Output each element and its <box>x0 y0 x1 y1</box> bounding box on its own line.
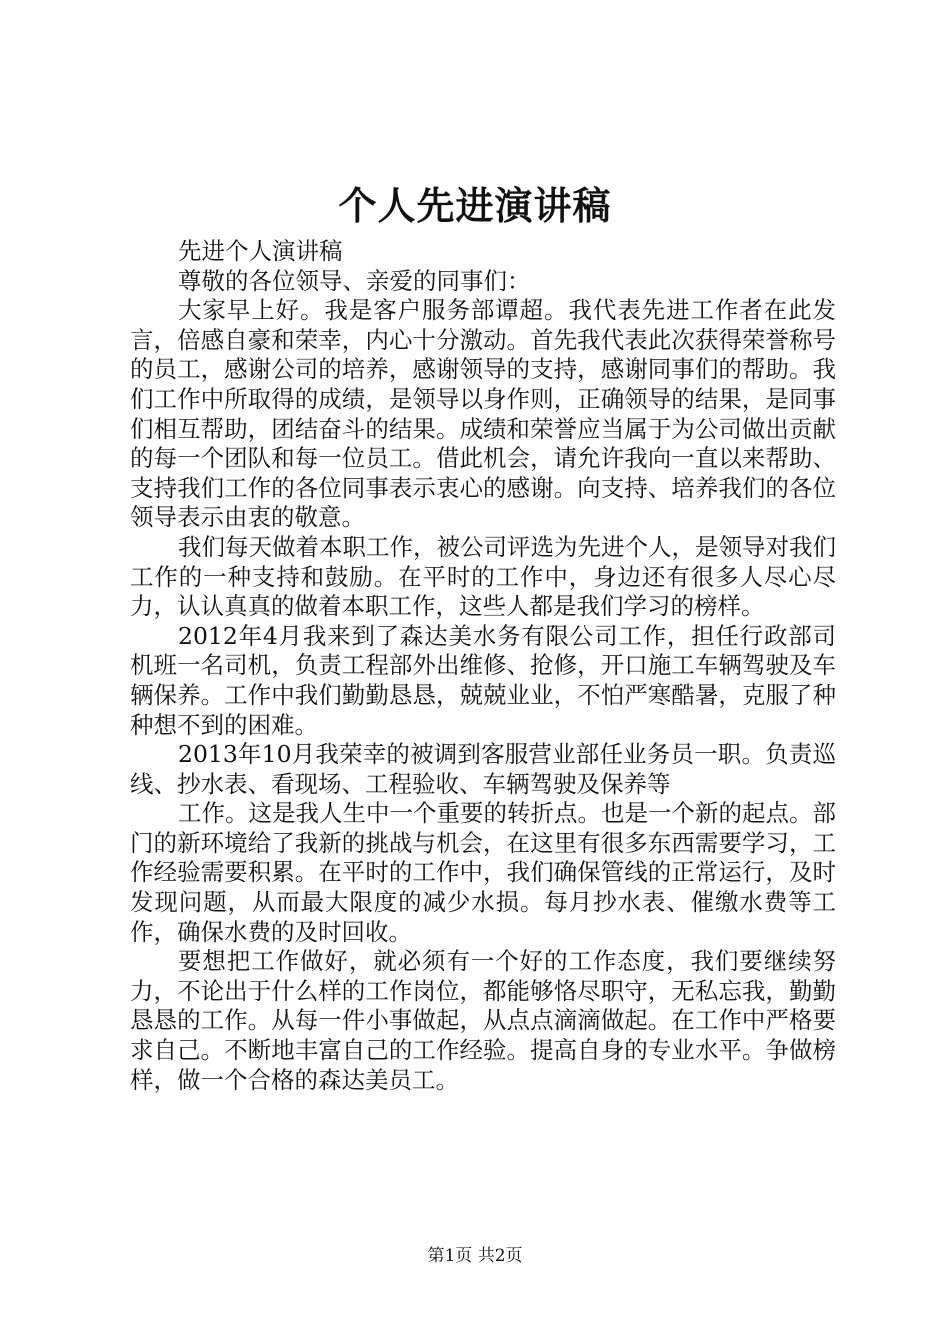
document-title: 个人先进演讲稿 <box>338 183 612 228</box>
paragraph-daily-work: 我们每天做着本职工作，被公司评选为先进个人，是领导对我们工作的一种支持和鼓励。在平时的工作中，身边还有很多人尽心尽力，认认真真的做着本职工作，这些人都是我们学习的榜样。 <box>130 532 836 621</box>
paragraph-subtitle: 先进个人演讲稿 <box>178 237 343 265</box>
paragraph-2012: 2012年4月我来到了森达美水务有限公司工作，担任行政部司机班一名司机，负责工程部外出维修、抢修，开口施工车辆驾驶及车辆保养。工作中我们勤勤恳恳，兢兢业业，不怕严寒酷暑，克服了种种想不到的困难。 <box>130 621 836 739</box>
document-body <box>130 237 836 1095</box>
page-footer: 第1页 共2页 <box>427 1246 523 1266</box>
paragraph-greeting: 大家早上好。我是客户服务部谭超。我代表先进工作者在此发言，倍感自豪和荣幸，内心十分激动。首先我代表此次获得荣誉称号的员工，感谢公司的培养，感谢领导的支持，感谢同事们的帮助。我们工作中所取得的成绩，是领导以身作则，正确领导的结果，是同事们相互帮助，团结奋斗的结果。成绩和荣誉应当属于为公司做出贡献的每一个团队和每一位员工。借此机会，请允许我向一直以来帮助、支持我们工作的各位同事表示衷心的感谢。向支持、培养我们的各位领导表示由衷的敬意。 <box>130 296 836 532</box>
paragraph-2013: 2013年10月我荣幸的被调到客服营业部任业务员一职。负责巡线、抄水表、看现场、工程验收、车辆驾驶及保养等 <box>130 740 836 798</box>
paragraph-salutation: 尊敬的各位领导、亲爱的同事们： <box>178 266 531 295</box>
paragraph-closing: 要想把工作做好，就必须有一个好的工作态度，我们要继续努力，不论出于什么样的工作岗位，都能够恪尽职守，无私忘我，勤勤恳恳的工作。从每一件小事做起，从点点滴滴做起。在工作中严格要求自己。不断地丰富自己的工作经验。提高自身的专业水平。争做榜样，做一个合格的森达美员工。 <box>130 947 836 1094</box>
paragraph-turning-point: 工作。这是我人生中一个重要的转折点。也是一个新的起点。部门的新环境给了我新的挑战与机会，在这里有很多东西需要学习，工作经验需要积累。在平时的工作中，我们确保管线的正常运行，及时发现问题，从而最大限度的减少水损。每月抄水表、催缴水费等工作，确保水费的及时回收。 <box>130 799 836 946</box>
